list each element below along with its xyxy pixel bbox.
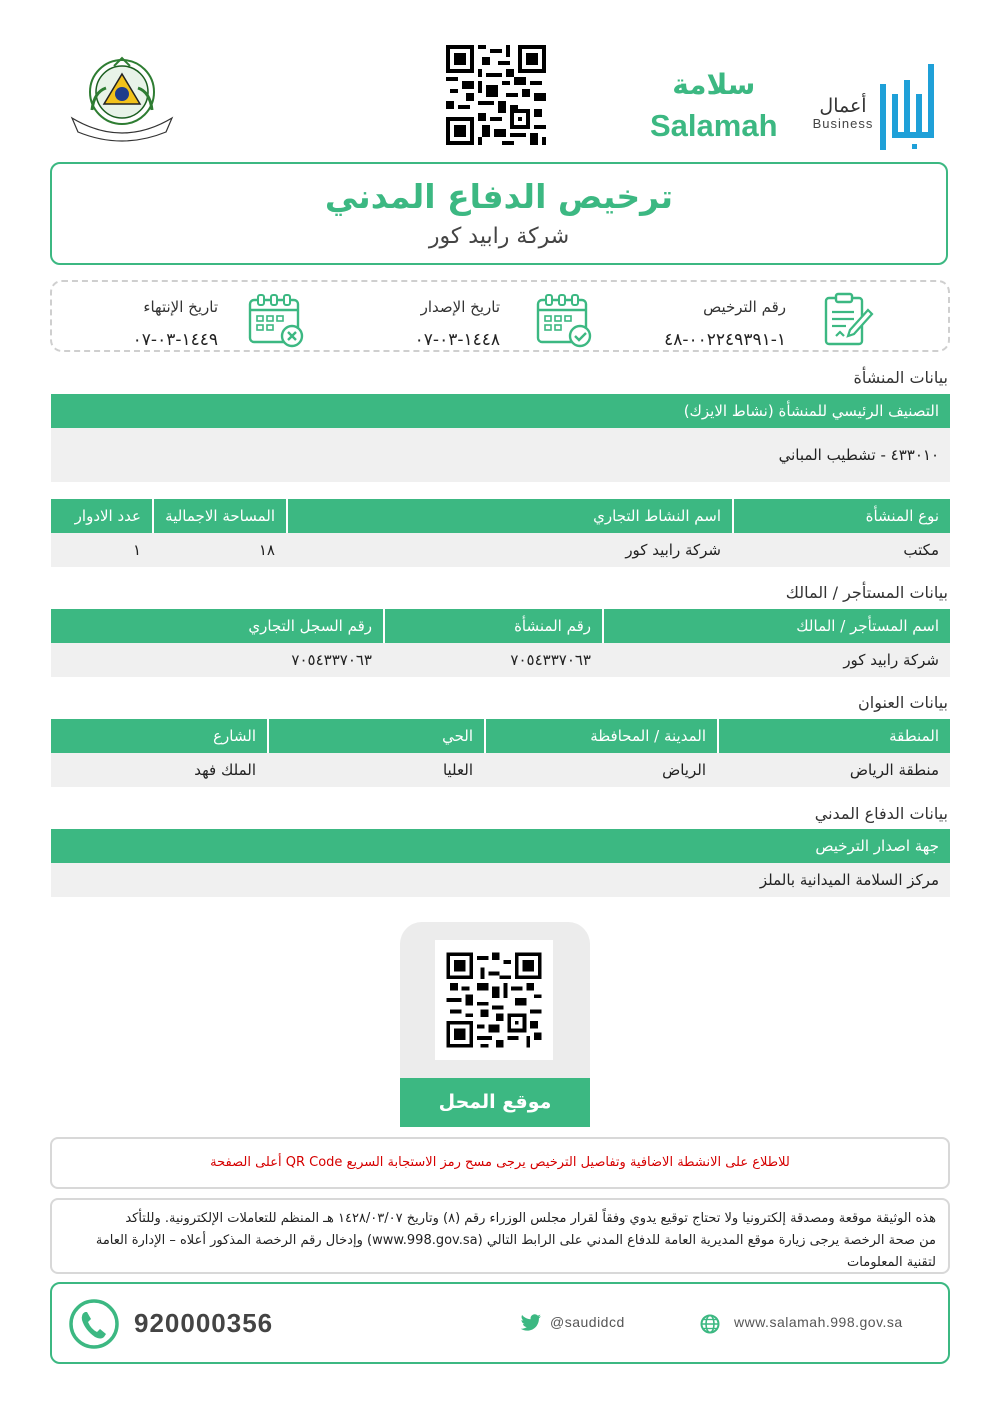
- classification-header-row: [51, 394, 950, 428]
- calendar-x-icon: [248, 292, 304, 352]
- floors-value: ١: [132, 541, 141, 559]
- issuing-authority-header: جهة اصدار الترخيص: [815, 837, 939, 855]
- expiry-date-label: تاريخ الإنتهاء: [143, 298, 218, 316]
- location-qr-code[interactable]: [435, 940, 553, 1060]
- address-header-row: [51, 719, 950, 753]
- street-header: الشارع: [213, 727, 256, 745]
- business-arabic: أعمال: [819, 95, 867, 117]
- facility-row: [51, 533, 950, 567]
- region-value: منطقة الرياض: [849, 761, 939, 779]
- total-area-header: المساحة الاجمالية: [152, 499, 286, 533]
- company-name: شركة رابيد كور: [428, 224, 570, 249]
- floors-header: عدد الادوار: [74, 507, 141, 525]
- classification-row: [51, 428, 950, 482]
- facility-classification-table: [51, 394, 950, 482]
- twitter-handle[interactable]: @saudidcd: [550, 1314, 625, 1330]
- salamah-logo: [650, 70, 778, 144]
- city-value: الرياض: [662, 761, 706, 779]
- expiry-date-value: ١٤٤٩-٠٣-٠٧: [132, 330, 218, 350]
- phone-icon: [68, 1298, 120, 1354]
- facility-details-table: [51, 499, 950, 567]
- phone-number[interactable]: 920000356: [134, 1308, 274, 1338]
- contact-footer: [50, 1282, 950, 1364]
- tenant-name-value: شركة رابيد كور: [843, 651, 939, 669]
- address-section-title: بيانات العنوان: [858, 693, 948, 712]
- activity-name-header: اسم النشاط التجاري: [286, 499, 732, 533]
- license-qr-code[interactable]: [446, 45, 546, 145]
- salamah-english: Salamah: [650, 108, 778, 143]
- classification-header: التصنيف الرئيسي للمنشأة (نشاط الايزك): [683, 402, 939, 420]
- expiry-date-group: [133, 298, 218, 350]
- civil-defense-row: [51, 863, 950, 897]
- license-number-value: ١-٠٠٢٢٤٩٣٩١-٤٨: [664, 330, 786, 350]
- globe-icon: [700, 1314, 720, 1338]
- clipboard-icon: [822, 292, 874, 352]
- tenant-name-header: اسم المستأجر / المالك: [602, 609, 950, 643]
- region-header: المنطقة: [717, 719, 950, 753]
- business-english: Business: [812, 116, 874, 131]
- business-logo-text: [808, 96, 878, 131]
- facility-section-title: بيانات المنشأة: [853, 368, 948, 387]
- facility-type-header: نوع المنشأة: [732, 499, 950, 533]
- tenant-header-row: [51, 609, 950, 643]
- tenant-row: [51, 643, 950, 677]
- calendar-check-icon: [536, 292, 592, 352]
- legal-notice-line-3: لتقنية المعلومات: [847, 1255, 936, 1270]
- address-row: [51, 753, 950, 787]
- classification-value: ٤٣٣٠١٠ - تشطيب المباني: [778, 446, 939, 464]
- website-link[interactable]: www.salamah.998.gov.sa: [734, 1314, 903, 1330]
- district-value: العليا: [442, 761, 473, 779]
- street-value: الملك فهد: [194, 761, 256, 779]
- title-box: [50, 162, 948, 265]
- civil-defense-table: [51, 829, 950, 897]
- facility-number-value: ٧٠٥٤٣٣٧٠٦٣: [510, 651, 591, 669]
- civil-defense-header-row: [51, 829, 950, 863]
- civil-defense-emblem: [62, 48, 182, 148]
- facility-type-value: مكتب: [903, 541, 939, 559]
- license-number-group: [664, 298, 786, 350]
- district-header: الحي: [267, 719, 484, 753]
- activity-name-value: شركة رابيد كور: [625, 541, 721, 559]
- tenant-table: [51, 609, 950, 677]
- shop-location-button[interactable]: موقع المحل: [400, 1078, 590, 1127]
- legal-notice-line-1: هذه الوثيقة موقعة ومصدقة إلكترونيا ولا تحتاج توقيع يدوي وفقاً لقرار مجلس الوزراء رقم (٨) وتاريخ ١٤٢٨/٠٣/٠٧ هـ المنظم للتعاملات الإلكترونية. وللتأكد: [125, 1211, 936, 1226]
- legal-notice: [50, 1198, 950, 1274]
- license-number-label: رقم الترخيص: [703, 298, 786, 316]
- cr-number-header: رقم السجل التجاري: [248, 617, 372, 635]
- qr-instruction-note: للاطلاع على الانشطة الاضافية وتفاصيل الترخيص يرجى مسح رمز الاستجابة السريع QR Code أعلى الصفحة: [50, 1137, 950, 1189]
- page-title: ترخيص الدفاع المدني: [324, 177, 674, 216]
- twitter-icon: [520, 1314, 542, 1336]
- total-area-value: ١٨: [258, 541, 275, 559]
- legal-notice-line-2: من صحة الرخصة يرجى زيارة موقع المديرية العامة للدفاع المدني على الرابط التالي (www.998.gov.sa) وإدخال رقم الرخصة المذكور أعلاه – الإدارة العامة: [95, 1233, 936, 1248]
- salamah-arabic: سلامة: [672, 68, 756, 101]
- facility-header-row: [51, 499, 950, 533]
- issuing-authority-value: مركز السلامة الميدانية بالملز: [759, 871, 939, 889]
- civil-defense-section-title: بيانات الدفاع المدني: [814, 804, 948, 823]
- tenant-section-title: بيانات المستأجر / المالك: [785, 583, 948, 602]
- city-header: المدينة / المحافظة: [484, 719, 717, 753]
- absher-logo: [876, 62, 942, 152]
- license-info-strip: [50, 280, 950, 352]
- cr-number-value: ٧٠٥٤٣٣٧٠٦٣: [291, 651, 372, 669]
- issue-date-value: ١٤٤٨-٠٣-٠٧: [414, 330, 500, 350]
- facility-number-header: رقم المنشأة: [383, 609, 602, 643]
- issue-date-label: تاريخ الإصدار: [420, 298, 500, 316]
- issue-date-group: [415, 298, 500, 350]
- address-table: [51, 719, 950, 787]
